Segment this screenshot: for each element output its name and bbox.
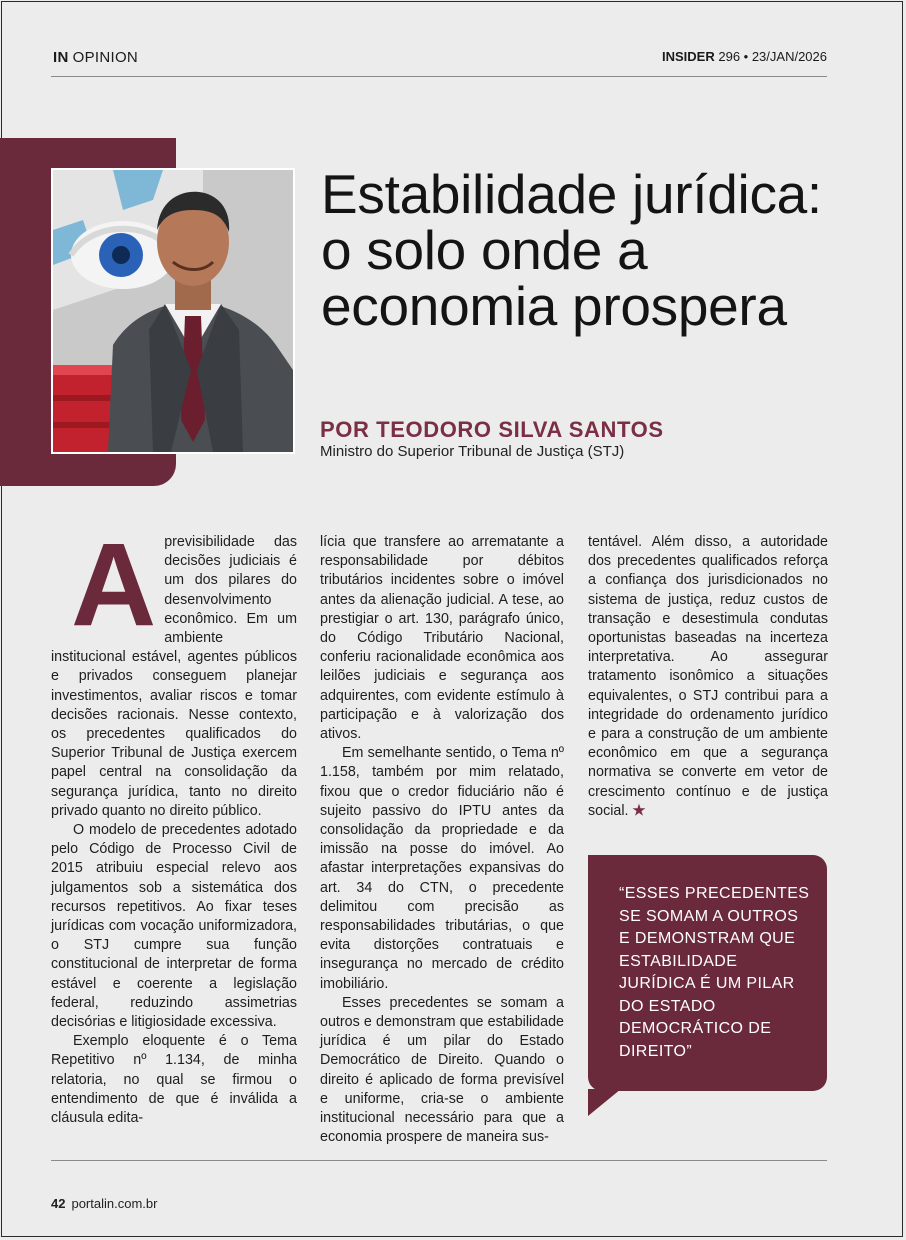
- byline-role: Ministro do Superior Tribunal de Justiça (STJ): [320, 443, 625, 460]
- paragraph: Esses precedentes se somam a outros e demonstram que estabilidade jurídica é um pilar do Estado Democrático de Direito. Quando o direito é aplicado de forma previsível e uniforme, cria-se o ambiente institucional necessário para que a economia prospere de maneira sus-: [320, 994, 564, 1146]
- section-prefix: IN: [53, 49, 69, 66]
- header-rule: [51, 76, 827, 77]
- paragraph: Exemplo eloquente é o Tema Repetitivo nº 1.134, de minha relatoria, no qual se firmou o entendimento de que é inválida a cláusula edita-: [51, 1033, 297, 1127]
- paragraph: lícia que transfere ao arrematante a responsabilidade por débitos tributários incidentes sobre o imóvel antes da alienação judicial. A tese, ao prestigiar o art. 130, parágrafo único, do Código Tributário Nacional, conferiu racionalidade econômica aos leilões judiciais e segurança aos adquirentes, com evidente estímulo à participação e à valorização dos ativos.: [320, 534, 564, 743]
- paragraph: previsibilidade das decisões judiciais é um dos pilares do desenvolvimento econômico. Em um ambiente institucional estável, agentes públicos e privados conseguem planejar investimentos, avaliar riscos e tomar decisões racionais. Nesse contexto, os precedentes qualificados do Superior Tribunal de Justiça exercem papel central na consolidação da segurança jurídica, tanto no direito privado quanto no direito público.: [51, 534, 297, 819]
- section-header: [53, 49, 138, 66]
- article-column-3: [588, 533, 828, 821]
- byline: POR TEODORO SILVA SANTOS: [320, 417, 664, 442]
- pull-quote: “ESSES PRECEDENTES SE SOMAM A OUTROS E DEMONSTRAM QUE ESTABILIDADE JURÍDICA É UM PILAR DO ESTADO DEMOCRÁTICO DE DIREITO”: [588, 855, 827, 1091]
- page-number: 42: [51, 1196, 66, 1211]
- site-url: portalin.com.br: [71, 1196, 158, 1211]
- magazine-name: INSIDER: [662, 49, 715, 64]
- page-footer: [51, 1196, 157, 1211]
- article-title: Estabilidade jurídica: o solo onde a economia prospera: [321, 163, 822, 337]
- end-mark-icon: ★: [632, 802, 646, 819]
- drop-cap: A: [71, 519, 157, 651]
- pull-quote-tail: [588, 1089, 621, 1116]
- paragraph: O modelo de precedentes adotado pelo Código de Processo Civil de 2015 atribuiu especial relevo aos julgamentos sob a sistemática dos recursos repetitivos. Ao fixar teses jurídicas com vocação uniformizadora, o STJ cumpre sua função constitucional de interpretar de forma estável e coerente a legislação federal, reduzindo assimetrias decisórias e litigiosidade excessiva.: [51, 822, 297, 1031]
- paragraph-text: tentável. Além disso, a autoridade dos precedentes qualificados reforça a confiança dos jurisdicionados no sistema de justiça, reduz custos de transação e desestimula condutas oportunistas baseadas na incerteza interpretativa. Ao assegurar tratamento isonômico a situações equivalentes, o STJ contribui para a integridade do ordenamento jurídico e para a construção de um ambiente econômico em que a segurança normativa se converte em vetor de crescimento contínuo e de justiça social.: [588, 534, 828, 819]
- issue-date: 296 • 23/JAN/2026: [718, 49, 827, 64]
- footer-rule: [51, 1160, 827, 1161]
- author-photo: [51, 168, 295, 454]
- article-column-2: [320, 533, 564, 1148]
- article-column-1: [51, 519, 297, 1128]
- paragraph: [588, 533, 828, 821]
- section-label: OPINION: [72, 49, 139, 66]
- paragraph: Em semelhante sentido, o Tema nº 1.158, também por mim relatado, fixou que o credor fiduciário não é sujeito passivo do IPTU antes da consolidação da propriedade e da imissão na posse do imóvel. Ao afastar interpretações expansivas do art. 34 do CTN, o precedente delimitou com precisão as responsabilidades tributárias, o que evita distorções contratuais e insegurança no mercado de crédito imobiliário.: [320, 745, 564, 992]
- issue-header: [662, 49, 827, 64]
